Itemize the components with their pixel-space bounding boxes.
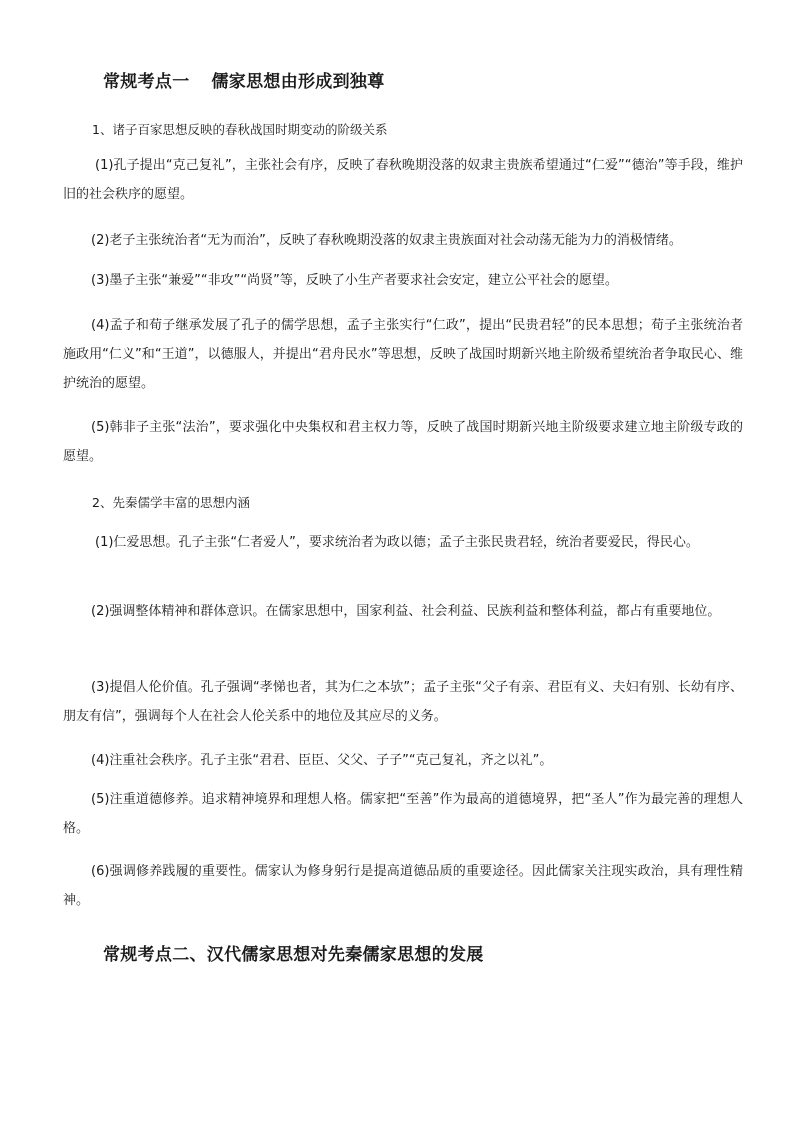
paragraph-2-5: (5)注重道德修养。追求精神境界和理想人格。儒家把“至善”作为最高的道德境界，把“圣人”作为最完善的理想人格。: [63, 792, 743, 836]
subsection-2-heading: 2、先秦儒学丰富的思想内涵: [92, 495, 250, 510]
paragraph-1-5: (5)韩非子主张“法治”，要求强化中央集权和君主权力等，反映了战国时期新兴地主阶级要求建立地主阶级专政的愿望。: [63, 420, 743, 464]
paragraph-1-2: (2)老子主张统治者“无为而治”，反映了春秋晚期没落的奴隶主贵族面对社会动荡无能为力的消极情绪。: [91, 233, 682, 248]
paragraph-1-3: (3)墨子主张“兼爱”“非攻”“尚贤”等，反映了小生产者要求社会安定，建立公平社会的愿望。: [91, 273, 618, 288]
section-1-title: [103, 67, 385, 92]
section-2-title: 常规考点二、汉代儒家思想对先秦儒家思想的发展: [103, 945, 484, 965]
section-1-title-label: 常规考点一: [103, 72, 190, 92]
paragraph-1-1: (1)孔子提出“克己复礼”，主张社会有序，反映了春秋晚期没落的奴隶主贵族希望通过“仁爱”“德治”等手段，维护旧的社会秩序的愿望。: [63, 158, 743, 202]
paragraph-2-6: (6)强调修养践履的重要性。儒家认为修身躬行是提高道德品质的重要途径。因此儒家关注现实政治，具有理性精神。: [63, 864, 743, 908]
paragraph-2-3: (3)提倡人伦价值。孔子强调“孝悌也者，其为仁之本欤”；孟子主张“父子有亲、君臣有义、夫妇有别、长幼有序、朋友有信”，强调每个人在社会人伦关系中的地位及其应尽的义务。: [63, 680, 743, 724]
paragraph-2-2: (2)强调整体精神和群体意识。在儒家思想中，国家利益、社会利益、民族利益和整体利益，都占有重要地位。: [91, 604, 721, 619]
subsection-1-heading: 1、诸子百家思想反映的春秋战国时期变动的阶级关系: [92, 122, 388, 137]
paragraph-1-4: (4)孟子和荀子继承发展了孔子的儒学思想，孟子主张实行“仁政”，提出“民贵君轻”的民本思想；荀子主张统治者施政用“仁义”和“王道”，以德服人，并提出“君舟民水”等思想，反映了战国时期新兴地主阶级希望统治者争取民心、维护统治的愿望。: [63, 318, 743, 391]
section-1-title-text: 儒家思想由形成到独尊: [211, 72, 385, 92]
paragraph-2-1: (1)仁爱思想。孔子主张“仁者爱人”，要求统治者为政以德；孟子主张民贵君轻，统治者要爱民，得民心。: [95, 535, 699, 550]
paragraph-2-4: (4)注重社会秩序。孔子主张“君君、臣臣、父父、子子”“克己复礼，齐之以礼”。: [91, 753, 553, 768]
